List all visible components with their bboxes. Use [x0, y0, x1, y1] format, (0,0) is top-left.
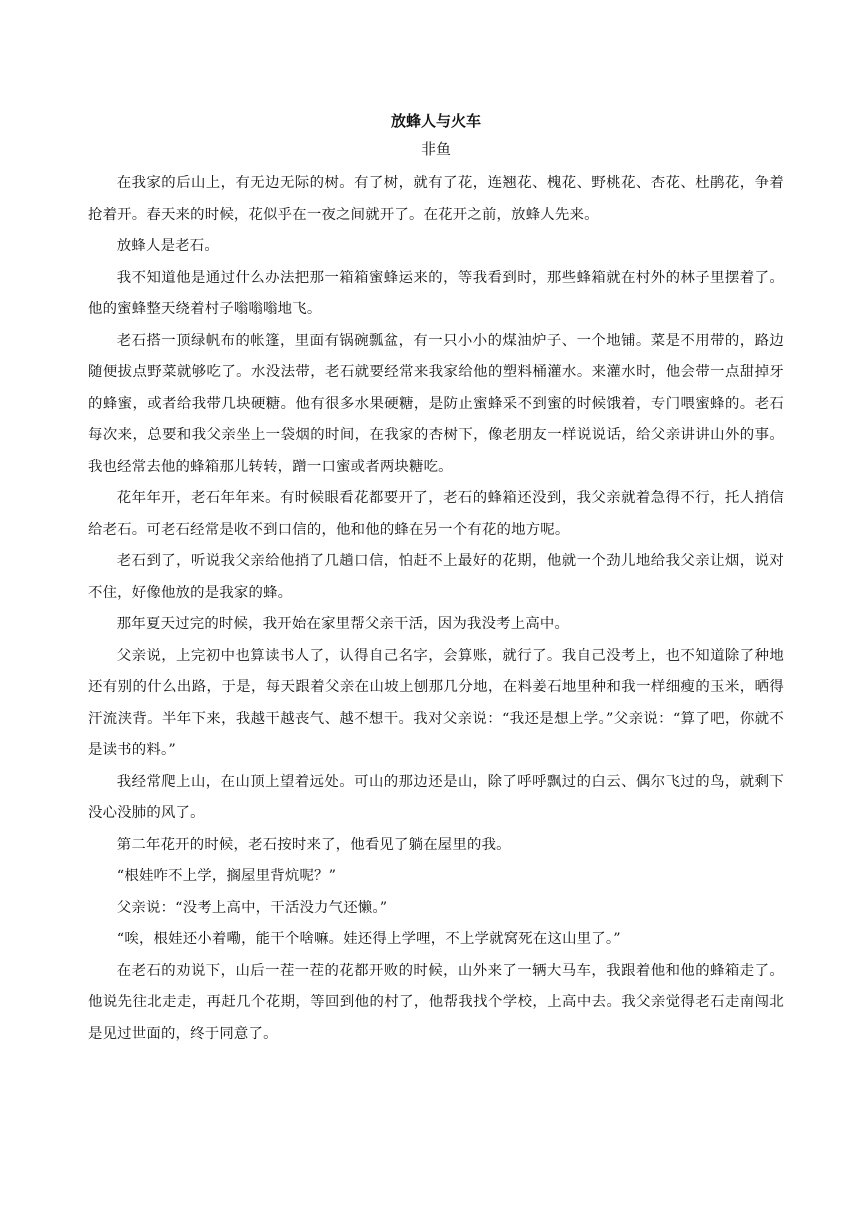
- paragraph-2: 放蜂人是老石。: [116, 238, 219, 254]
- paragraph-8: 父亲说，上完初中也算读书人了，认得自己名字，会算账，就行了。我自己没考上，也不知道除了种地还有别的什么出路，于是，每天跟着父亲在山坡上刨那几分地，在料姜石地里种和我一样细瘦的玉米，晒得汗流浃背。半年下来，我越干越丧气、越不想干。我对父亲说：“我还是想上学。”父亲说：“算了吧，你就不是读书的料。”: [88, 647, 784, 758]
- paragraph-7: 那年夏天过完的时候，我开始在家里帮父亲干活，因为我没考上高中。: [116, 616, 570, 632]
- paragraph-5: 花年年开，老石年年来。有时候眼看花都要开了，老石的蜂箱还没到，我父亲就着急得不行，托人捎信给老石。可老石经常是收不到口信的，他和他的蜂在另一个有花的地方呢。: [88, 490, 784, 538]
- article-title: 放蜂人与火车: [390, 112, 481, 130]
- paragraph-11: “根娃咋不上学，搁屋里背炕呢？”: [116, 868, 337, 884]
- paragraph-4: 老石搭一顶绿帆布的帐篷，里面有锅碗瓢盆，有一只小小的煤油炉子、一个地铺。菜是不用带的，路边随便拔点野菜就够吃了。水没法带，老石就要经常来我家给他的塑料桶灌水。来灌水时，他会带一点甜掉牙的蜂蜜，或者给我带几块硬糖。他有很多水果硬糖，是防止蜜蜂采不到蜜的时候饿着，专门喂蜜蜂的。老石每次来，总要和我父亲坐上一袋烟的时间，在我家的杏树下，像老朋友一样说说话，给父亲讲讲山外的事。我也经常去他的蜂箱那儿转转，蹭一口蜜或者两块糖吃。: [88, 332, 784, 475]
- paragraph-9: 我经常爬上山，在山顶上望着远处。可山的那边还是山，除了呼呼飘过的白云、偶尔飞过的鸟，就剩下没心没肺的风了。: [88, 773, 784, 821]
- paragraph-14: 在老石的劝说下，山后一茬一茬的花都开败的时候，山外来了一辆大马车，我跟着他和他的蜂箱走了。他说先往北走走，再赶几个花期，等回到他的村了，他帮我找个学校，上高中去。我父亲觉得老石走南闯北是见过世面的，终于同意了。: [88, 962, 784, 1042]
- paragraph-1: 在我家的后山上，有无边无际的树。有了树，就有了花，连翘花、槐花、野桃花、杏花、杜鹃花，争着抢着开。春天来的时候，花似乎在一夜之间就开了。在花开之前，放蜂人先来。: [88, 175, 784, 223]
- paragraph-13: “唉，根娃还小着嘞，能干个啥嘛。娃还得上学哩，不上学就窝死在这山里了。”: [116, 931, 621, 947]
- paragraph-6: 老石到了，听说我父亲给他捎了几趟口信，怕赶不上最好的花期，他就一个劲儿地给我父亲让烟，说对不住，好像他放的是我家的蜂。: [88, 553, 784, 601]
- article-author: 非鱼: [420, 140, 451, 158]
- paragraph-12: 父亲说：“没考上高中，干活没力气还懒。”: [116, 899, 388, 916]
- paragraph-10: 第二年花开的时候，老石按时来了，他看见了躺在屋里的我。: [116, 836, 511, 853]
- paragraph-3: 我不知道他是通过什么办法把那一箱箱蜜蜂运来的，等我看到时，那些蜂箱就在村外的林子里摆着了。他的蜜蜂整天绕着村子嗡嗡嗡地飞。: [88, 269, 784, 317]
- document-body: [88, 108, 784, 1050]
